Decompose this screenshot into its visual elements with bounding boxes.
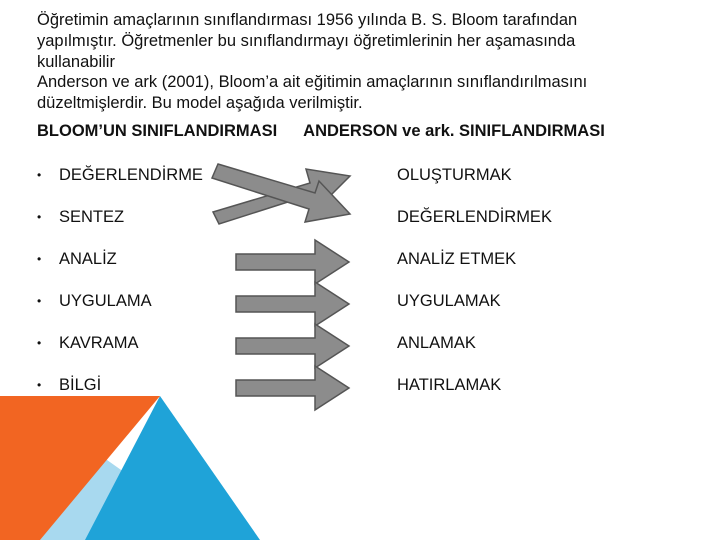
bloom-level-label: BİLGİ: [59, 376, 102, 394]
intro-line: düzeltmişlerdir. Bu model aşağıda verilmiştir.: [37, 94, 363, 113]
bloom-level-item: [37, 163, 203, 205]
bullet-icon: •: [37, 336, 42, 350]
bullet-icon: •: [37, 294, 42, 308]
bloom-level-label: SENTEZ: [59, 208, 125, 226]
bloom-level-item: [37, 289, 203, 331]
bloom-level-list: [37, 163, 203, 415]
intro-paragraph: [37, 10, 697, 114]
bullet-icon: •: [37, 168, 42, 182]
bloom-heading: BLOOM’UN SINIFLANDIRMASI: [37, 122, 278, 140]
intro-line: yapılmıştır. Öğretmenler bu sınıflandırmayı öğretimlerinin her aşamasında: [37, 31, 576, 50]
anderson-level-label: ANLAMAK: [397, 334, 476, 352]
anderson-heading: ANDERSON ve ark. SINIFLANDIRMASI: [303, 122, 605, 140]
intro-line: Öğretimin amaçlarının sınıflandırması 1956 yılında B. S. Bloom tarafından: [37, 11, 578, 29]
anderson-level-label: HATIRLAMAK: [397, 376, 502, 394]
bloom-level-label: ANALİZ: [59, 250, 117, 268]
bloom-level-item: [37, 247, 203, 289]
bloom-level-label: KAVRAMA: [59, 334, 139, 352]
arrow-uygulama: [236, 282, 349, 326]
arrow-analiz: [236, 240, 349, 284]
bullet-icon: •: [37, 210, 42, 224]
anderson-level-list: [397, 163, 552, 415]
anderson-level-label: ANALİZ ETMEK: [397, 250, 517, 268]
anderson-level-label: OLUŞTURMAK: [397, 166, 512, 184]
column-headings: [37, 121, 697, 141]
bloom-level-item: [37, 205, 203, 247]
bloom-level-label: DEĞERLENDİRME: [59, 166, 203, 184]
arrow-bilgi: [236, 366, 349, 410]
intro-line: kullanabilir: [37, 52, 115, 71]
bloom-level-label: UYGULAMA: [59, 292, 152, 310]
bloom-level-item: [37, 373, 203, 415]
bullet-icon: •: [37, 378, 42, 392]
intro-line: Anderson ve ark (2001), Bloom’a ait eğitimin amaçlarının sınıflandırılmasını: [37, 73, 588, 92]
anderson-level-label: UYGULAMAK: [397, 292, 501, 310]
anderson-level-label: DEĞERLENDİRMEK: [397, 208, 552, 226]
arrow-kavrama: [236, 324, 349, 368]
bloom-level-item: [37, 331, 203, 373]
bullet-icon: •: [37, 252, 42, 266]
